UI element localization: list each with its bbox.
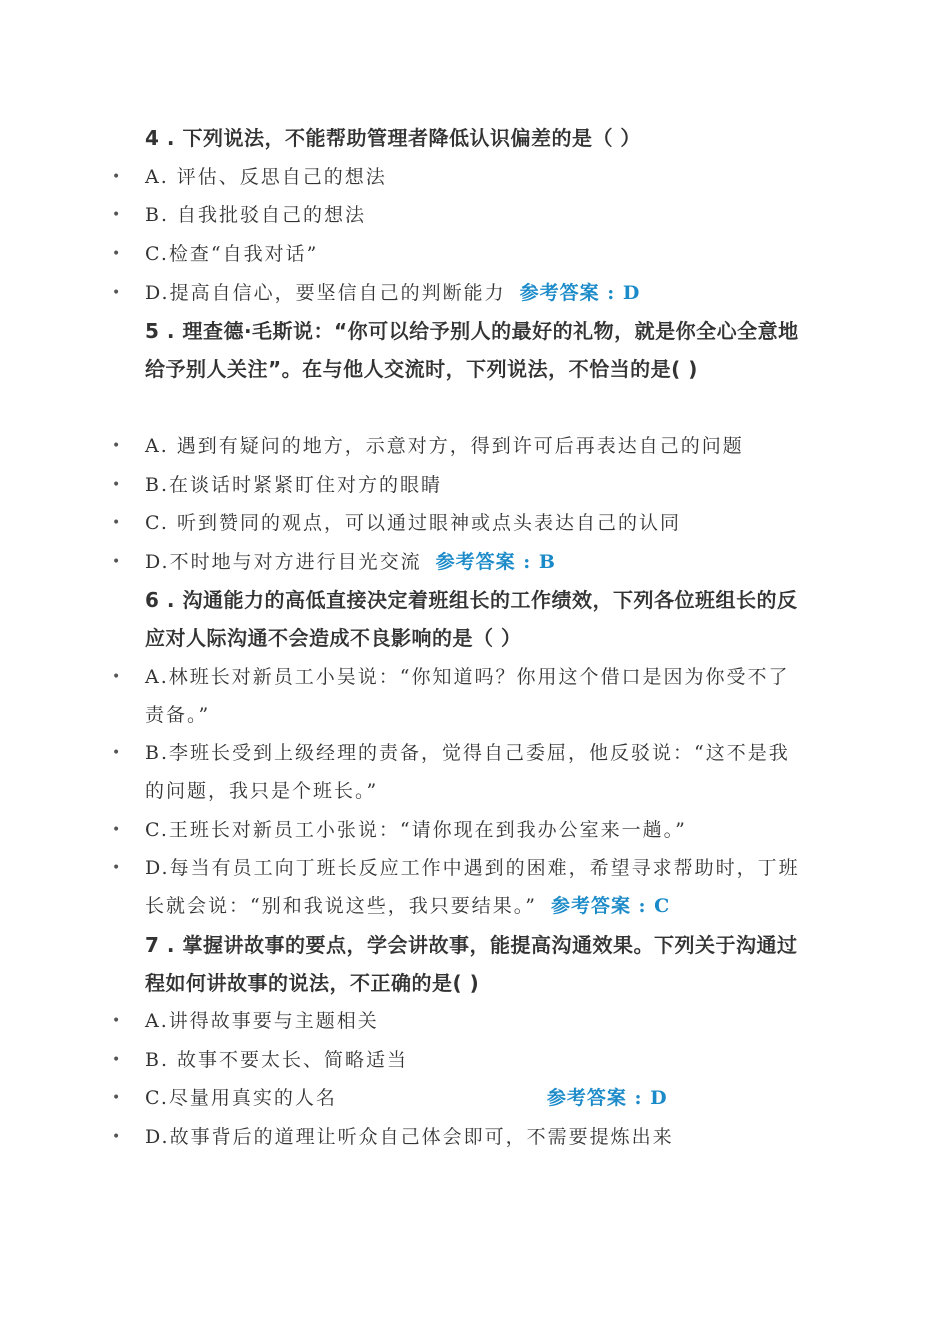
bullet-icon: • — [112, 860, 121, 876]
bullet-icon: • — [112, 554, 121, 570]
option-label: C.尽量用真实的人名 — [145, 1087, 337, 1109]
option-text — [145, 849, 800, 925]
option-label: D.每当有员工向丁班长反应工作中遇到的困难，希望寻求帮助时，丁班长就会说：“别和我说这些，我只要结果。” — [145, 857, 800, 917]
option-text: B.在谈话时紧紧盯住对方的眼睛 — [145, 474, 443, 496]
option-text: C.检查“自我对话” — [145, 243, 319, 265]
option-text: D.故事背后的道理让听众自己体会即可，不需要提炼出来 — [145, 1126, 674, 1148]
bullet-icon: • — [112, 515, 121, 531]
option-label: D.不时地与对方进行目光交流 — [145, 551, 422, 573]
option-text — [145, 274, 800, 312]
bullet-icon: • — [112, 822, 121, 838]
bullet-icon: • — [112, 169, 121, 185]
option-text — [145, 543, 800, 581]
option-text: C.王班长对新员工小张说：“请你现在到我办公室来一趟。” — [145, 819, 687, 841]
bullet-icon: • — [112, 477, 121, 493]
option-text: B. 自我批驳自己的想法 — [145, 204, 367, 226]
bullet-icon: • — [112, 1052, 121, 1068]
question-6: 6 . 沟通能力的高低直接决定着班组长的工作绩效，下列各位班组长的反应对人际沟通不会造成不良影响的是（ ） — [145, 588, 798, 650]
bullet-icon: • — [112, 285, 121, 301]
option-text: C. 听到赞同的观点，可以通过眼神或点头表达自己的认同 — [145, 512, 681, 534]
answer-label: 参考答案 : D — [519, 282, 641, 304]
question-7: 7 . 掌握讲故事的要点，学会讲故事，能提高沟通效果。下列关于沟通过程如何讲故事的说法，不正确的是( ) — [145, 933, 798, 995]
question-5: 5 . 理查德·毛斯说：“你可以给予别人的最好的礼物，就是你全心全意地给予别人关注”。在与他人交流时，下列说法，不恰当的是( ) — [145, 319, 799, 381]
bullet-icon: • — [112, 246, 121, 262]
bullet-icon: • — [112, 1090, 121, 1106]
option-text: B.李班长受到上级经理的责备，觉得自己委屈，他反驳说：“这不是我的问题，我只是个班长。” — [145, 742, 790, 802]
bullet-icon: • — [112, 438, 121, 454]
bullet-icon: • — [112, 207, 121, 223]
bullet-icon: • — [112, 1129, 121, 1145]
answer-label: 参考答案 : C — [550, 895, 671, 917]
question-4: 4 . 下列说法，不能帮助管理者降低认识偏差的是（ ） — [145, 126, 641, 150]
option-text: A.讲得故事要与主题相关 — [145, 1010, 379, 1032]
option-text: A.林班长对新员工小吴说：“你知道吗？你用这个借口是因为你受不了责备。” — [145, 666, 790, 726]
option-text: B. 故事不要太长、简略适当 — [145, 1049, 409, 1071]
answer-label: 参考答案 : B — [435, 551, 556, 573]
option-text: A. 遇到有疑问的地方，示意对方，得到许可后再表达自己的问题 — [145, 435, 744, 457]
option-text: A. 评估、反思自己的想法 — [145, 166, 387, 188]
option-text — [145, 1079, 800, 1117]
bullet-icon: • — [112, 669, 121, 685]
bullet-icon: • — [112, 745, 121, 761]
bullet-icon: • — [112, 1013, 121, 1029]
answer-label: 参考答案 : D — [546, 1087, 668, 1109]
option-label: D.提高自信心，要坚信自己的判断能力 — [145, 282, 506, 304]
